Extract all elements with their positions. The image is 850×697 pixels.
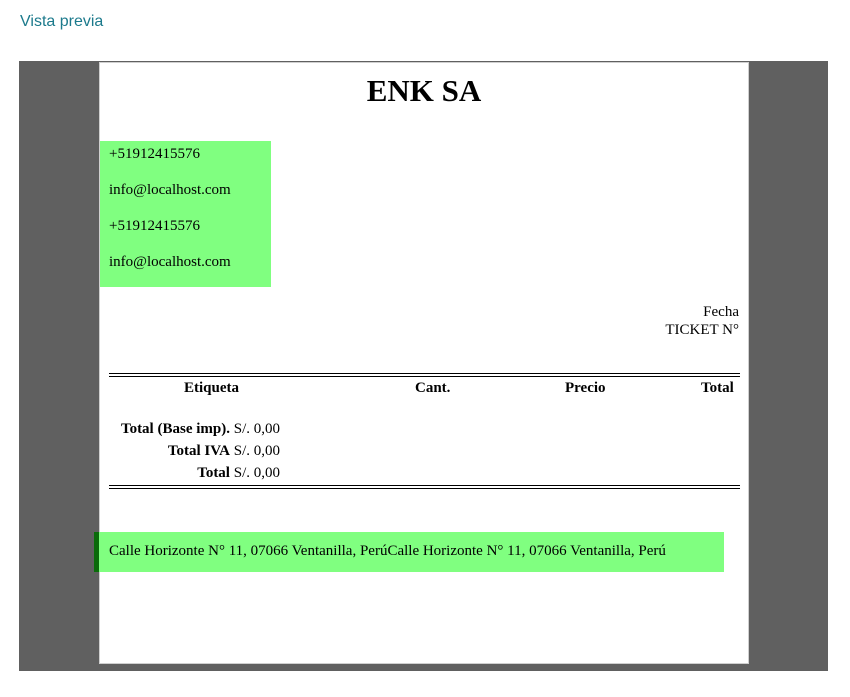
ticket-meta <box>665 303 739 339</box>
total-iva-row <box>168 443 280 460</box>
total-base-row <box>121 421 280 438</box>
column-header-etiqueta: Etiqueta <box>184 380 240 396</box>
total-value: S/. 0,00 <box>233 465 280 481</box>
contact-email: info@localhost.com <box>109 182 231 198</box>
preview-title: Vista previa <box>20 13 104 30</box>
total-base-label: Total (Base imp). <box>120 421 230 437</box>
table-bottom-rule <box>109 485 740 489</box>
column-header-cant: Cant. <box>415 380 451 396</box>
contact-phone: +51912415576 <box>109 218 200 234</box>
company-name: ENK SA <box>366 73 482 108</box>
column-header-precio: Precio <box>565 380 606 396</box>
total-row <box>197 465 280 482</box>
ticket-paper <box>99 62 749 664</box>
preview-frame <box>19 61 828 671</box>
total-iva-label: Total IVA <box>167 443 230 459</box>
footer-address-box <box>94 532 724 572</box>
column-header-total: Total <box>701 380 734 396</box>
fecha-label: Fecha <box>703 304 739 320</box>
total-label: Total <box>197 465 230 481</box>
table-top-rule <box>109 373 740 377</box>
footer-address: Calle Horizonte N° 11, 07066 Ventanilla, PerúCalle Horizonte N° 11, 07066 Ventanilla, Perú <box>109 543 666 559</box>
ticket-number-label: TICKET N° <box>665 322 739 338</box>
contact-email: info@localhost.com <box>109 254 231 270</box>
total-iva-value: S/. 0,00 <box>233 443 280 459</box>
contact-box <box>100 141 271 287</box>
contact-phone: +51912415576 <box>109 146 200 162</box>
total-base-value: S/. 0,00 <box>233 421 280 437</box>
